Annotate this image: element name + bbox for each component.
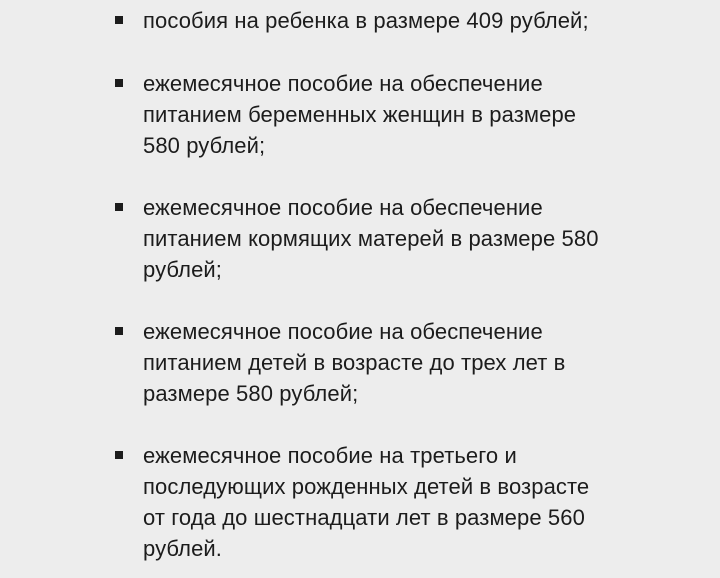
list-item xyxy=(143,5,663,36)
list-item-text: пособия на ребенка в размере 409 рублей; xyxy=(143,8,589,33)
bullet-marker xyxy=(115,16,123,24)
list-item-text: ежемесячное пособие на третьего и xyxy=(143,443,517,468)
list-item xyxy=(143,68,663,161)
list-item xyxy=(143,192,663,285)
list-item-text: от года до шестнадцати лет в размере 560 xyxy=(143,505,585,530)
bullet-marker xyxy=(115,327,123,335)
list-item-text: ежемесячное пособие на обеспечение xyxy=(143,195,543,220)
list-item-text: питанием кормящих матерей в размере 580 xyxy=(143,226,599,251)
bullet-marker xyxy=(115,203,123,211)
list-item-text: ежемесячное пособие на обеспечение xyxy=(143,71,543,96)
list-item-text: 580 рублей; xyxy=(143,133,266,158)
list-item-text: размере 580 рублей; xyxy=(143,381,359,406)
list-item-text: питанием беременных женщин в размере xyxy=(143,102,577,127)
list-item xyxy=(143,316,663,409)
list-item-text: рублей; xyxy=(143,257,223,282)
list-item-text: рублей. xyxy=(143,536,223,561)
bullet-marker xyxy=(115,79,123,87)
list-item-text: ежемесячное пособие на обеспечение xyxy=(143,319,543,344)
bullet-marker xyxy=(115,451,123,459)
list-item-text: питанием детей в возрасте до трех лет в xyxy=(143,350,566,375)
list-item xyxy=(143,440,663,564)
list-item-text: последующих рожденных детей в возрасте xyxy=(143,474,590,499)
